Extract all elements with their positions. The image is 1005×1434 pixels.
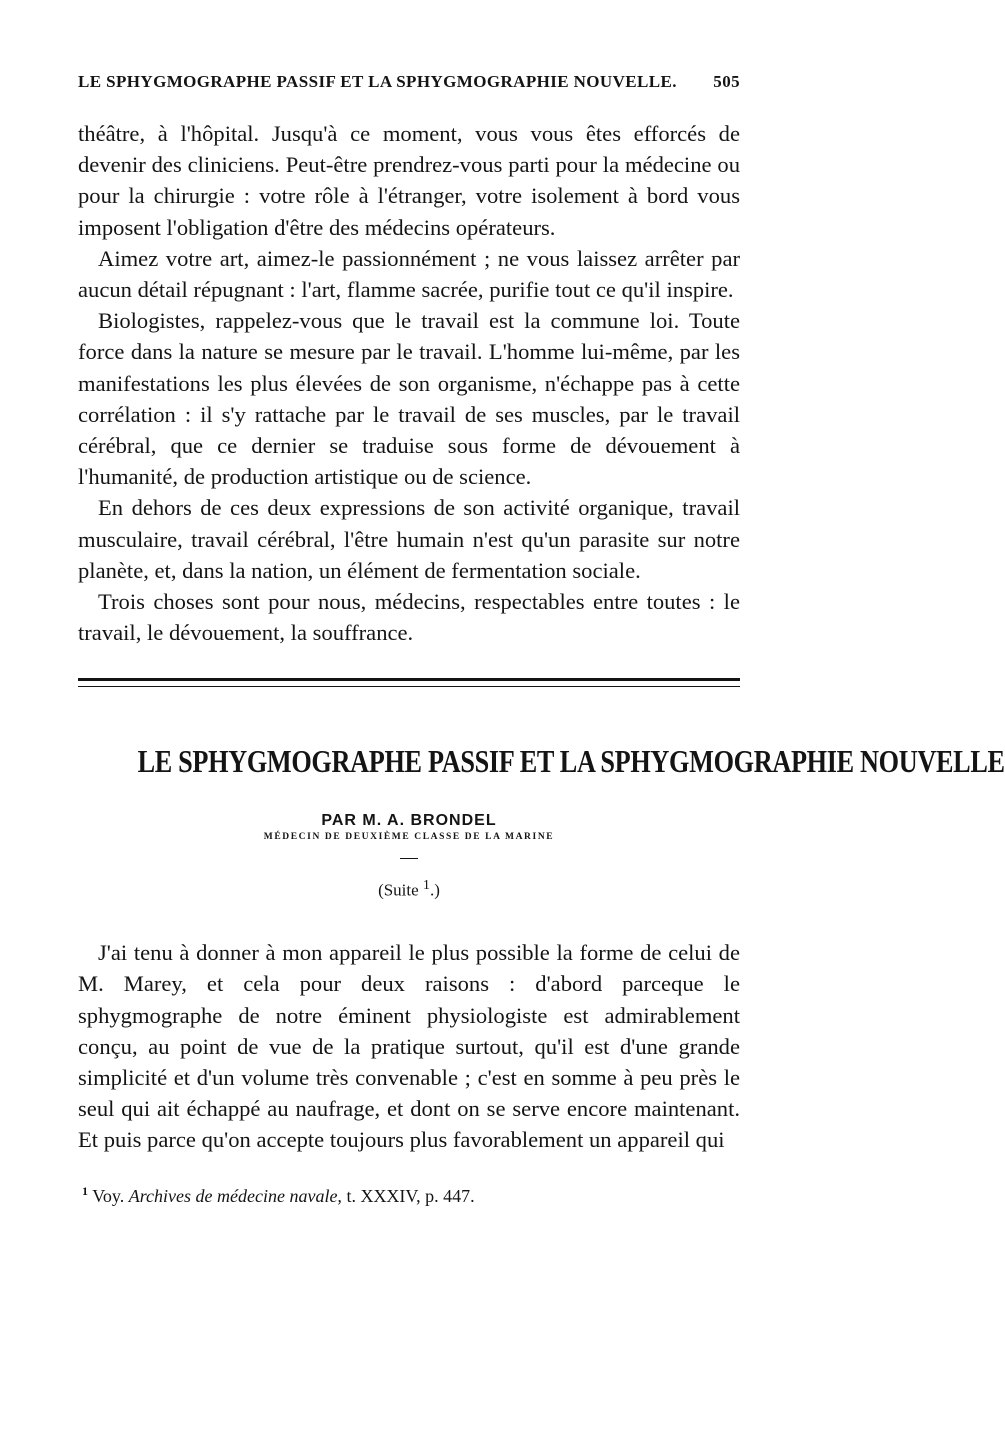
journal-page bbox=[78, 72, 1005, 1207]
paragraph-biologistes: Biologistes, rappelez-vous que le travail est la commune loi. Toute force dans la nature se mesure par le travail. L'homme lui-même, par les manifestations les plus élevées de son organisme, n'échappe pas à cette corrélation : il s'y rattache par le travail de ses muscles, par le travail cérébral, que ce dernier se traduise sous forme de dévouement à l'humanité, de production artistique ou de science. bbox=[78, 308, 740, 490]
running-title: LE SPHYGMOGRAPHE PASSIF ET LA SPHYGMOGRAPHIE NOUVELLE. bbox=[78, 72, 677, 91]
footnote-journal: Archives de médecine navale, bbox=[128, 1185, 342, 1206]
footnote bbox=[78, 1184, 740, 1207]
paragraph-trois-choses: Trois choses sont pour nous, médecins, respectables entre toutes : le travail, le dévouement, la souffrance. bbox=[78, 589, 740, 646]
page-number: 505 bbox=[713, 72, 740, 91]
author-affiliation: MÉDECIN DE DEUXIÈME CLASSE DE LA MARINE bbox=[263, 832, 555, 843]
suite-label bbox=[78, 877, 740, 901]
article-byline: PAR M. A. BRONDEL bbox=[321, 812, 497, 830]
section-divider bbox=[78, 678, 740, 687]
paragraph-aimez: Aimez votre art, aimez-le passionnément ; ne vous laissez arrêter par aucun détail répugnant : l'art, flamme sacrée, purifie tout ce qu'il inspire. bbox=[78, 245, 740, 303]
footnote-prefix: Voy. bbox=[92, 1185, 125, 1206]
footnote-reference: t. XXXIV, p. 447. bbox=[346, 1185, 475, 1206]
footnote-mark: 1 bbox=[82, 1183, 88, 1198]
suite-footnote-mark[interactable]: 1 bbox=[422, 877, 430, 894]
article-title: LE SPHYGMOGRAPHE PASSIF ET LA SPHYGMOGRAPHIE NOUVELLE bbox=[137, 743, 1005, 780]
paragraph-theatre: théâtre, à l'hôpital. Jusqu'à ce moment, vous vous êtes efforcés de devenir des cliniciens. Peut-être prendrez-vous parti pour la médecine ou pour la chirurgie : votre rôle à l'étranger, votre isolement à bord vous imposent l'obligation d'être des médecins opérateurs. bbox=[78, 121, 740, 240]
suite-close: .) bbox=[430, 881, 440, 901]
paragraph-en-dehors: En dehors de ces deux expressions de son activité organique, travail musculaire, travail cérébral, l'être humain n'est qu'un parasite sur notre planète, et, dans la nation, un élément de fermentation sociale. bbox=[78, 495, 740, 583]
suite-text: (Suite bbox=[378, 881, 419, 901]
running-head bbox=[78, 72, 740, 104]
short-rule bbox=[400, 858, 418, 859]
paragraph-appareil: J'ai tenu à donner à mon appareil le plus possible la forme de celui de M. Marey, et cela pour deux raisons : d'abord parceque le sphygmographe de notre éminent physiologiste est admirablement conçu, au point de vue de la pratique surtout, qu'il est d'une grande simplicité et d'un volume très convenable ; c'est en somme à peu près le seul qui ait échappé au naufrage, et dont on se serve encore maintenant. Et puis parce qu'on accepte toujours plus favorablement un appareil qui bbox=[78, 940, 740, 1153]
